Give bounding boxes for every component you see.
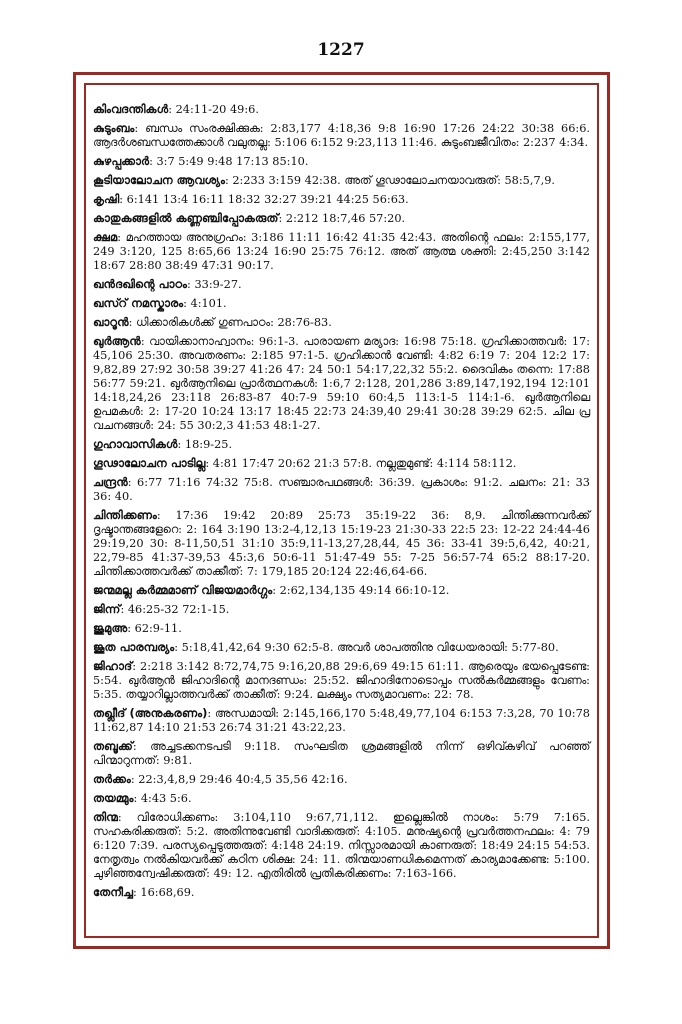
index-entry <box>93 102 590 117</box>
entry-term: കൃഷി <box>93 192 120 206</box>
entry-term: ജിഹാദ് <box>93 659 133 673</box>
index-entry <box>93 296 590 311</box>
index-entry <box>93 211 590 226</box>
entry-refs: : 18:9-25. <box>177 438 233 451</box>
entry-term: കുടുംബം <box>93 121 135 135</box>
index-entry <box>93 334 590 433</box>
entry-refs: : 16:68,69. <box>133 886 195 899</box>
index-entry <box>93 192 590 207</box>
entry-term: കിംവദന്തികൾ <box>93 102 169 116</box>
index-entry <box>93 772 590 787</box>
index-entry <box>93 659 590 702</box>
entry-refs: : 3:7 5:49 9:48 17:13 85:10. <box>149 155 309 168</box>
entry-term: ജൂത പാരമ്പര്യം <box>93 640 175 654</box>
index-entry <box>93 810 590 881</box>
entry-refs: : മഹത്തായ അനുഗ്രഹം: 3:186 11:11 16:42 41:35 42:43. അതിന്റെ ഫലം: 2:155,177, 249 3:120, 125 8:65,66 13:24 16:90 25:75 76:12. അത് ആത്മ ശക്തി: 2:45,250 3:142 18:67 28:80 38:49 47:31 90:17. <box>93 231 590 272</box>
index-entry <box>93 791 590 806</box>
page-number: 1227 <box>317 40 365 60</box>
index-entry <box>93 230 590 273</box>
entry-refs: : 17:36 19:42 20:89 25:73 35:19-22 36: 8,9. ചിന്തിക്കുന്നവർക്ക് ദൃഷ്ടാന്തങ്ങളേറെ: 2: 164 3:190 13:2-4,12,13 15:19-23 21:30-33 22:5 23: 12-22 24:44-46 29:19,20 30: 8-11,50,51 31:10 35:9,11-13,27,28,44, 45 36: 33-41 39:5,6,42, 40:21, 22,79-85 41:37-39,53 45:3,6 50:6-11 51:47-49 55: 7-25 56:57-74 65:2 88:17-20. ചിന്തിക്കാത്തവർക്ക് താക്കീത്: 7: 179,185 20:124 22:46,64-66. <box>93 509 590 578</box>
index-entry <box>93 437 590 452</box>
index-entry <box>93 508 590 579</box>
index-entry <box>93 456 590 471</box>
entry-refs: : 6:141 13:4 16:11 18:32 32:27 39:21 44:25 56:63. <box>119 193 409 206</box>
entry-refs: : 2:62,134,135 49:14 66:10-12. <box>272 584 450 597</box>
index-entry <box>93 885 590 900</box>
entry-term: ജുമുഅ <box>93 621 128 635</box>
entry-term: ചിന്തിക്കണം <box>93 508 157 522</box>
entry-term: ഖാറൂൻ <box>93 315 129 329</box>
index-entry <box>93 277 590 292</box>
entry-term: തബൂക്ക് <box>93 739 133 753</box>
entry-term: ഖുർആൻ <box>93 334 141 348</box>
index-entries <box>93 102 590 904</box>
entry-refs: : അന്ധമായി: 2:145,166,170 5:48,49,77,104 6:153 7:3,28, 70 10:78 11:62,87 14:10 21:53 26:74 31:21 43:22,23. <box>93 707 590 734</box>
index-entry <box>93 315 590 330</box>
index-entry <box>93 583 590 598</box>
entry-term: ജന്മമല്ല കർമ്മമാണ് വിജയമാർഗ്ഗം <box>93 583 273 597</box>
entry-term: തയമ്മും <box>93 791 134 805</box>
entry-term: ഗൂഢാലോചന പാടില്ല <box>93 456 206 470</box>
entry-refs: : 4:43 5:6. <box>133 792 192 805</box>
entry-term: ഖസ്റ് നമസ്കാരം <box>93 296 184 310</box>
entry-refs: : 2:212 18:7,46 57:20. <box>278 212 406 225</box>
index-entry <box>93 475 590 504</box>
entry-refs: : 22:3,4,8,9 29:46 40:4,5 35,56 42:16. <box>130 773 348 786</box>
index-entry <box>93 602 590 617</box>
entry-refs: : 2:218 3:142 8:72,74,75 9:16,20,88 29:6,69 49:15 61:11. ആരെയും ഭയപ്പെടേണ്ട: 5:54. ഖുർആൻ ജിഹാദിന്റെ മാനദണ്ഡം: 25:52. ജിഹാദിനോടൊപ്പം സൽകർമ്മങ്ങളും വേണം: 5:35. തയ്യാറില്ലാത്തവർക്ക് താക്കീത്: 9:24. ലക്ഷ്യം സത്യമാവണം: 22: 78. <box>93 660 590 701</box>
entry-term: ക്ഷമ <box>93 230 118 244</box>
entry-refs: : 24:11-20 49:6. <box>168 103 259 116</box>
page-frame <box>73 72 610 949</box>
entry-refs: : 4:81 17:47 20:62 21:3 57:8. നല്ലതുമുണ്ട്: 4:114 58:112. <box>205 457 517 470</box>
entry-term: ജിന്ന് <box>93 602 121 616</box>
entry-refs: : 46:25-32 72:1-15. <box>120 603 230 616</box>
entry-refs: : ബന്ധം സംരക്ഷിക്കുക: 2:83,177 4:18,36 9:8 16:90 17:26 24:22 30:38 66:6. ആദർശബന്ധത്തേക്കാൾ വലുതല്ല: 5:106 6:152 9:23,113 11:46. കുടുംബജീവിതം: 2:237 4:34. <box>93 122 590 149</box>
entry-term: ഗുഹാവാസികൾ <box>93 437 178 451</box>
index-entry <box>93 621 590 636</box>
entry-term: തേനീച്ച <box>93 885 133 899</box>
index-entry <box>93 154 590 169</box>
index-entry <box>93 706 590 735</box>
entry-refs: : 5:18,41,42,64 9:30 62:5-8. അവർ ശാപത്തിനു വിധേയരായി: 5:77-80. <box>174 641 559 654</box>
entry-term: കുഴപ്പക്കാർ <box>93 154 150 168</box>
entry-term: കൂടിയാലോചന ആവശ്യം <box>93 173 225 187</box>
entry-term: കാതുകങ്ങളിൽ കണ്ണഞ്ചിപ്പോകരുത് <box>93 211 279 225</box>
entry-refs: : 6:77 71:16 74:32 75:8. സഞ്ചാരപഥങ്ങൾ: 36:39. പ്രകാശം: 91:2. ചലനം: 21: 33 36: 40. <box>93 476 590 503</box>
entry-term: തർക്കം <box>93 772 131 786</box>
entry-term: തിന്മ <box>93 810 118 824</box>
entry-term: തഖ്ലീദ് (അനുകരണം) <box>93 706 208 720</box>
entry-refs: : 4:101. <box>183 297 227 310</box>
index-entry <box>93 640 590 655</box>
entry-refs: : 33:9-27. <box>187 278 242 291</box>
entry-term: ചന്ദ്രൻ <box>93 475 128 489</box>
index-entry <box>93 121 590 150</box>
index-entry <box>93 173 590 188</box>
entry-term: ഖൻദഖിന്റെ പാഠം <box>93 277 188 291</box>
entry-refs: : വിരോധിക്കണം: 3:104,110 9:67,71,112. ഇല്ലെങ്കിൽ നാശം: 5:79 7:165. സഹകരിക്കരുത്: 5:2. അതിന്നുവേണ്ടി വാദിക്കരുത്: 4:105. മനുഷ്യന്റെ പ്രവർത്തനഫലം: 4: 79 6:120 7:39. പരസ്യപ്പെടുത്തരുത്: 4:148 24:19. നിസ്സാരമായി കാണരുത്: 18:49 24:15 54:53. നേതൃത്വം നൽകിയവർക്ക് കഠിന ശിക്ഷ: 24: 11. തിന്മയാണധികമെന്നത് കാര്യമാക്കേണ്ട: 5:100. ചുഴിഞ്ഞന്വേഷിക്കരുത്: 49: 12. എതിരിൽ പ്രതികരിക്കണം: 7:163-166. <box>93 811 590 880</box>
entry-refs: : വായിക്കാനാഹ്വാനം: 96:1-3. പാരായണ മര്യാദ: 16:98 75:18. ഗ്രഹിക്കാത്തവർ: 17: 45,106 25:30. അവതരണം: 2:185 97:1-5. ഗ്രഹിക്കാൻ വേണ്ടി: 4:82 6:19 7: 204 12:2 17: 9,82,89 27:92 30:58 39:27 41:26 47: 24 50:1 54:17,22,32 55:2. ദൈവികം തന്നെ: 17:88 56:77 59:21. ഖുർആനിലെ പ്രാർത്ഥനകൾ: 1:6,7 2:128, 201,286 3:89,147,192,194 12:101 14:18,24,26 23:118 26:83-87 40:7-9 59:10 60:4,5 113:1-5 114:1-6. ഖുർആനിലെ ഉപമകൾ: 2: 17-20 10:24 13:17 18:45 22:73 24:39,40 29:41 30:28 39:29 62:5. ചില പ്ര വചനങ്ങൾ: 24: 55 30:2,3 41:53 48:1-27. <box>93 335 590 432</box>
index-entry <box>93 739 590 768</box>
entry-refs: : ധിക്കാരികൾക്ക് ഗുണപാഠം: 28:76-83. <box>128 316 332 329</box>
entry-refs: : 62:9-11. <box>127 622 182 635</box>
entry-refs: : 2:233 3:159 42:38. അത് ഗൂഢാലോചനയാവരുത്: 58:5,7,9. <box>224 174 556 187</box>
entry-refs: : അച്ചടക്കനടപടി 9:118. സംഘടിത ശ്രമങ്ങളിൽ നിന്ന് ഒഴിവ്കഴിവ് പറഞ്ഞ് പിന്മാറുന്നത്: 9:81. <box>93 740 590 767</box>
